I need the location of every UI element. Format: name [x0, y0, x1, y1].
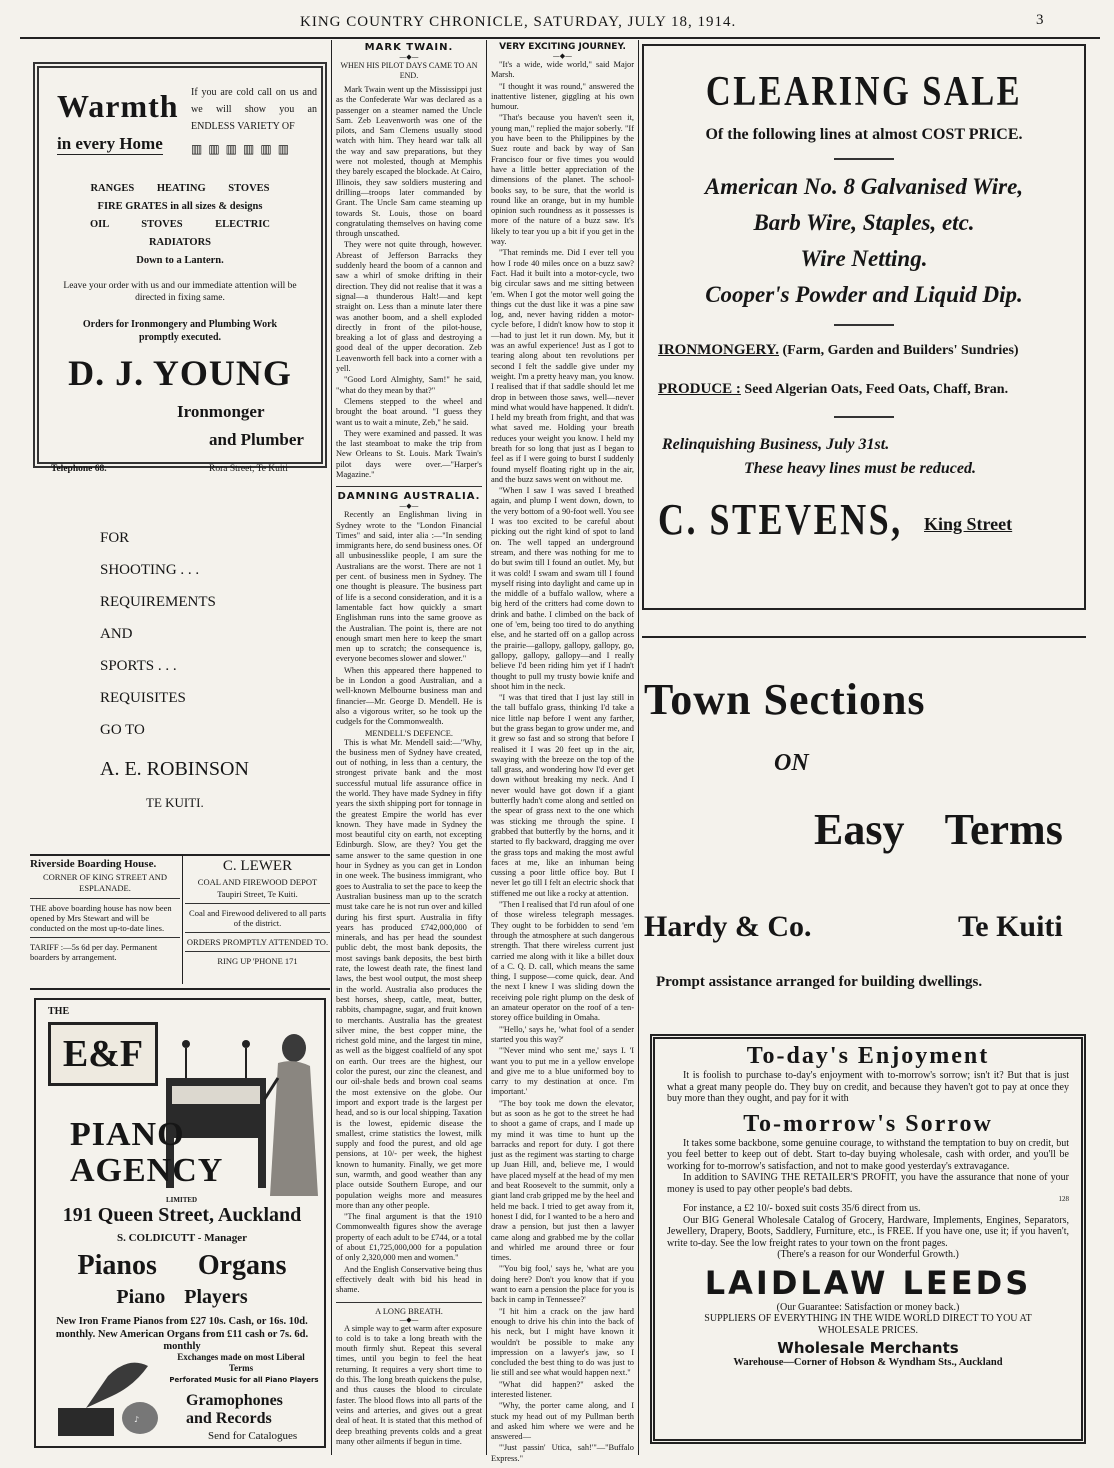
- hardy-prompt: Prompt assistance arranged for building dwellings.: [656, 974, 983, 990]
- journey-headline: VERY EXCITING JOURNEY.: [499, 42, 626, 52]
- robinson-line: GO TO: [100, 722, 145, 738]
- young-advert: [33, 62, 327, 474]
- riverside-title: Riverside Boarding House.: [30, 858, 157, 870]
- lewer-advert: [185, 858, 330, 986]
- robinson-line: SPORTS . . .: [100, 658, 177, 674]
- section-rule: [30, 854, 330, 856]
- article-para: Clemens stepped to the wheel and brought the boat around. "I guess they want us to wait a minute, Zeb," he said.: [336, 396, 482, 427]
- robinson-town: TE KUITI.: [146, 795, 204, 810]
- article-para: "When I saw I was saved I breathed again, and plump I went down, down, to the very bottom of a 90-foot well. You see I was too excited to be careful about picking out the right kind of spot to land on. The well tapped an underground stream, and there was nothing for me to do but swim till I found an outlet. My, but it was cold! I swam and swam till I found myself rising into daylight and came up in the middle of a buffalo wallow, where a big herd of the critters had come down to drink and bathe. I climbed on the back of one of 'em, being too tired to do anything else, and he started off on a gallop across the prairie—gallopy, gallopy, gallopy, go, gallopy, gallopy, gallopy—and I really believe I'd been riding him yet if I hadn't thought to pull my trusty bowie knife and shoot him in the neck.: [491, 486, 634, 691]
- laidlaw-suppliers: SUPPLIERS OF EVERYTHING IN THE WIDE WORLD DIRECT TO YOU AT WHOLESALE PRICES.: [704, 1313, 1032, 1336]
- orders-work: Orders for Ironmongery and Plumbing Work promptly executed.: [82, 319, 278, 343]
- svg-text:♪: ♪: [134, 1415, 140, 1424]
- piano-manager: S. COLDICUTT - Manager: [117, 1232, 247, 1244]
- article-para: "The boy took me down the elevator, but as soon as he got to the street he had to shoot a game of craps, and I made up my mind it was time to hunt up the barracks and report for duty. I got there just as the regiment was starting to charge up Juan Hill, and, believe me, I would have placed myself at the head of my men and beat Roosevelt to the summit, only a giant land crab gripped me by the heel and held me back. I tried to get away from it, honest I did, for I wanted to be a hero and draw a pension, but just then a lawyer came along and grabbed me by the collar and whirled me around three or four times.: [491, 1098, 634, 1263]
- stevens-street: King Street: [924, 514, 1013, 534]
- laidlaw-para: For instance, a £2 10/- boxed suit costs 35/6 direct from us.: [683, 1203, 921, 1214]
- article-para: "What did happen?" asked the interested listener.: [491, 1379, 634, 1399]
- young-role-1: Ironmonger: [177, 402, 265, 421]
- lewer-orders: ORDERS PROMPTLY ATTENDED TO.: [186, 937, 329, 947]
- page-number: 3: [1036, 12, 1044, 28]
- piano-players: Piano Players: [116, 1286, 248, 1308]
- riverside-tariff: TARIFF :—5s 6d per day. Permanent boarders by arrangement.: [30, 942, 158, 962]
- article-para: Mark Twain went up the Mississippi just as the Confederate War was declared as a passenger on a steamer named the Uncle Sam. Zeb Leavenworth was one of the pilots, and Sam Clemens usually stood watch with him. They heard war talk all the way and saw preparations, but they were not molested, though at Memphis they barely escaped the blockade. At Cairo, Illinois, they saw soldiers mustering and drilling—troops later commanded by Grant. The Uncle Sam came steaming up towards St. Louis, those on board congratulating themselves on having come through unscathed.: [336, 85, 482, 239]
- pianos-organs: Pianos Organs: [77, 1250, 287, 1281]
- piano-catalogues: Send for Catalogues: [208, 1430, 298, 1442]
- hardy-town: Te Kuiti: [958, 910, 1063, 943]
- town-sections: Town Sections: [644, 675, 926, 724]
- enjoyment-heading: To-day's Enjoyment: [746, 1043, 990, 1069]
- defence-subhead: MENDELL'S DEFENCE.: [364, 728, 454, 738]
- piano-the: THE: [48, 1006, 70, 1017]
- column-rule: [638, 40, 639, 1455]
- piano-title: PIANO: [70, 1116, 185, 1153]
- laidlaw-reason: (There's a reason for our Wonderful Growth.): [777, 1249, 959, 1260]
- must-be-reduced: These heavy lines must be reduced.: [744, 460, 976, 477]
- article-para: "It's a wide, wide world," said Major Marsh.: [491, 60, 634, 80]
- article-para: "Good Lord Almighty, Sam!" he said, "what do they mean by that?": [336, 375, 482, 395]
- wire-line-1: American No. 8 Galvanised Wire,: [704, 174, 1024, 199]
- laidlaw-para: It is foolish to purchase to-day's enjoyment with to-morrow's sorrow; isn't it? But that is just what a great many people do. They buy on credit, and because they haven't got to pay at once they buy more than they ought, and pay for it with: [667, 1070, 1069, 1104]
- damning-headline: DAMNING AUSTRALIA.: [337, 491, 481, 503]
- young-intro: If you are cold call on us and we will show you an ENDLESS VARIETY OF: [191, 87, 317, 132]
- column-rule: [182, 856, 183, 984]
- produce-label: PRODUCE :: [658, 381, 741, 397]
- robinson-line: REQUIREMENTS: [100, 594, 216, 610]
- wire-line-4: Cooper's Powder and Liquid Dip.: [705, 282, 1023, 307]
- clearing-sale: CLEARING SALE: [705, 69, 1023, 115]
- piano-logo: E&F: [48, 1022, 158, 1086]
- piano-street: 191 Queen Street, Auckland: [62, 1204, 302, 1226]
- laidlaw-wholesale: Wholesale Merchants: [777, 1339, 959, 1357]
- laidlaw-code: 128: [1058, 1195, 1069, 1203]
- produce-text: Seed Algerian Oats, Feed Oats, Chaff, Bran.: [744, 382, 1009, 397]
- agency-title: AGENCY: [70, 1152, 224, 1189]
- laidlaw-name: LAIDLAW LEEDS: [704, 1264, 1032, 1302]
- mark-twain-headline: MARK TWAIN.: [364, 42, 454, 53]
- stevens-name: C. STEVENS,: [658, 495, 903, 544]
- article-para: They were not quite through, however. Abreast of Jefferson Barracks they suddenly heard the boom of a cannon and saw a whirl of smoke drifting in their direction. They did not realise that it was a signal—a thunderous Halt!—and kept straight on. Less than a minute later there was another boom, and a shell exploded directly in front of the pilot-house, breaking a lot of glass and destroying a good deal of the upper decoration. Zeb Leavenworth fell back into a corner with a yell.: [336, 240, 482, 374]
- stove-icons: ▥▥▥▥▥▥: [191, 142, 296, 156]
- lewer-depot: COAL AND FIREWOOD DEPOT: [197, 877, 318, 887]
- article-para: A simple way to get warm after exposure to cold is to take a long breath with the mouth firmly shut. Repeat this several times, until you begin to feel the heat returning. It requires a very short time to do this. The long breath quickens the pulse, and thus causes the blood to circulate faster. The blood flows into all parts of the veins and arteries, and gives out a great deal of heat. It is stated that this method of deep breathing prevents colds and a great many other ailments if begun in time.: [336, 1323, 482, 1446]
- warmth-heading: Warmth: [57, 88, 179, 124]
- following-lines: Of the following lines at almost COST PRICE.: [705, 126, 1023, 143]
- column-two: MARK TWAIN. —◆— WHEN HIS PILOT DAYS CAME TO AN END. Mark Twain went up the Mississippi just as the Confederate War was declared as a passenger on a steamer named the Uncle Sam. Zeb Leavenworth was one of the pilots, and Sam Clemens usually stood watch with him. They heard war talk all the way and saw preparations, but they were not molested, though at Memphis they barely escaped the blockade. At Cairo, Illinois, they saw soldiers mustering and drilling—troops later commanded by Grant. The Uncle Sam came steaming up towards St. Louis, those on board congratulating themselves on having come through unscathed. They were not quite through, however. Abreast of Jefferson Barracks they suddenly heard the boom of a cannon and saw a whirl of smoke drifting in their direction. They did not realise that it was a signal—a thunderous Halt!—and kept straight on. Less than a minute later there was another boom, and a shell exploded directly in front of the pilot-house, breaking a lot of glass and destroying a good deal of the upper decoration. Zeb Leavenworth fell back into a corner with a yell. "Good Lord Almighty, Sam!" he said, "what do they mean by that?" Clemens stepped to the wheel and brought the boat around. "I guess they want us to wait a minute, Zeb," he said. They were examined and passed. It was the last steamboat to make the trip from New Orleans to St. Louis. Mark Twain's pilot days were over.—"Harper's Magazine." DAMNING AUSTRALIA. —◆— Recently an Englishman living in Sydney wrote to the "London Financial Times" and said, inter alia :—"In sending immigrants here, do send business ones. Of all unbusinesslike people, I am sure the Australians are the worst. There are not 1 per cent. of business men in Sydney. The one thought is pleasure. The business part of life is a second consideration, and it is a lamentable fact how quickly a smart Englishman runs into the same groove as the Australian. The point is, there are not enough smart men here to keep the smart men up to scratch; the consequence is, everyone becomes slower and slower." When this appeared there happened to be in London a good Australian, and a well-known Melbourne business man and financier—Mr. George D. Mendell. He is also a vigorous writer, so he took up the cudgels for the Commonwealth. MENDELL'S DEFENCE. This is what Mr. Mendell said:—"Why, the business men of Sydney have created, out of nothing, in less than a century, the strongest private bank and the most successful mutual life assurance office in the world. They have made Sydney in fifty years the sixth shipping port for tonnage in the greatest Empire the world has ever known. They have made in Sydney the most beautiful city on earth, not excepting Edinburgh. Slow, are they? You get the same answer to the same question in one hour in Sydney as you can get in London in one week. The business immigrant, who goes to Australia to set the pace to keep the Australian business man up to the scratch must take care he is not run over and killed during his first spurt. Australia in fifty years has produced £742,000,000 of minerals, and has per head the soundest public debt, the most bank deposits, the most savings bank deposits, the best birth rate, the lowest death rate, the finest land laws, the best wool output, the most sheep in the world. Australia also produces the best horses, sheep, cattle, meat, butter, rabbits, champagne, sugar, and fruit known to merchants. Australia has the greatest silver mine, the best copper mine, the richest gold mine, and the largest tin mine, as well as the biggest coalfield of any spot on earth. Our trees are the highest, our color the purest, our zinc the cleanest, and our oil-shale beds and brown coal seams the most extensive on the globe. Our import and export trade is the largest per head, and so is our local shipping. Taxation is the lowest, epidemic disease the smallest, crime statistics the lowest, milk supply and food the purest, and old age pensions, at 10/- per week, the highest known to humanity. Finally, we get more sun, warmth, and good weather than any place outside Southern Europe, and our population weighs more and measures more than any other people. "The final argument is that the 1910 Commonwealth figures show the average property of each adult to be £744, or a total of about £1,725,000,000 for a population of only 2,320,000 men and women." And the English Conservative being thus effectively dealt with bid his head in shame. A LONG BREATH. —◆— A simple way to get warm after exposure to cold is to take a long breath with the mouth firmly shut. Repeat this several times, until you begin to feel the heat returning. It requires a very short time to do this. The long breath quickens the pulse, and thus causes the blood to circulate faster. The blood flows into all parts of the veins and arteries, and gives out a great deal of heat. It is stated that this method of deep breathing prevents colds and a great many other ailments if begun in time.: [336, 42, 482, 1446]
- long-breath-headline: A LONG BREATH.: [375, 1306, 443, 1316]
- easy-terms: Easy Terms: [814, 805, 1063, 854]
- article-para: "I was that tired that I just lay still in the tall buffalo grass, thinking I'd take a nice little nap before I went any farther, but the grass began to grow under me, and it grew so fast and so strong that before I realised it I was 20 feet up in the air, swaying with the breeze on the top of the tall grass, and wondering how I'd ever get down without breaking my neck. And I never would have got down if a giant butterfly hadn't come along and settled on the spear of grass next to the one which was sticking me through the spine. I grabbed that butterfly by the horns, and it started to fly backward, dragging me over the grass tops and making the most awful faces at me, like an inhuman being cussing a poor little office boy. But I never let go till I felt an electric shock that stiffened me out like a rocky at attention.: [491, 693, 634, 898]
- article-para: "'Hello,' says he, 'what fool of a sender started you this way?': [491, 1024, 634, 1044]
- article-para: Recently an Englishman living in Sydney wrote to the "London Financial Times" and said, inter alia :—"In sending immigrants here, do send business ones. Of all unbusinesslike people, I am sure the Australians are the worst. There are not 1 per cent. of business men in Sydney. The one thought is pleasure. The business part of life is a second consideration, and it is a lamentable fact how quickly a smart Englishman runs into the same groove as the Australian. The point is, there are not enough smart men here to keep the smart men up to scratch; the consequence is, everyone becomes slower and slower.": [336, 510, 482, 664]
- robinson-line: AND: [100, 626, 133, 642]
- column-rule: [486, 40, 487, 1455]
- piano-music: Perforated Music for all Piano Players: [169, 1376, 319, 1384]
- items-line-4: Down to a Lantern.: [136, 255, 224, 266]
- in-every-home: in every Home: [57, 134, 163, 153]
- column-three: VERY EXCITING JOURNEY. —◆— "It's a wide, wide world," said Major Marsh. "I thought it was round," answered the inattentive listener, giggling at his own humour. "That's because you haven't seen it, young man," replied the major soberly. "If you have been to the Philippines by the Suez route and back by way of San Francisco four or five times you would have a little better appreciation of the dimensions of the planet. The school-books say, to be sure, that the world is round like an orange, but in my humble opinion such roundness as it possesses is more of the nature of a buzz saw. It's likely to tear you up a bit if you get in the way. "That reminds me. Did I ever tell you how I rode 40 miles once on a buzz saw? Fact. Had it built into a motor-cycle, two big circular saws and me sitting between 'em. When I got the motor well going the things cut the dust like it was a pine saw log, and, never having ridden a motor-cycle before, I didn't know how to stop it—had to just let it run down. My, but it was an awful experience! Just as I got to tearing along about ten revolutions per second I felt the saddle give under my weight. I'm a pretty heavy man, you know. I realised that if that saddle should let me drop in between those saws, well—never mind what would have happened. It didn't. I held my breath from fright, and that was what saved me. Holding your breath reduces your weight you know. I held my breath for so long that just as I began to feel as if I were going to burst I suddenly found myself floating right up in the air, and the buzz saws went on without me. "When I saw I was saved I breathed again, and plump I went down, down, to the very bottom of a 90-foot well. You see I was too excited to be careful about picking out the right kind of spot to land on. The well tapped an underground stream, and there was nothing for me to do but swim till I found an outlet. My, but it was cold! I swam and swam till I found myself rising into daylight and came up in the middle of a buffalo wallow, where a big herd of the critters had come down to drink and bathe. I climbed on the back of one of 'em, being too tired to do anything else, and he started off on a gallop across the prairie—gallopy, gallopy, gallopy, go, gallopy, gallopy, gallopy—and I really believe I'd been riding him yet if I hadn't thought to pull my trusty bowie knife and shoot him in the neck. "I was that tired that I just lay still in the tall buffalo grass, thinking I'd take a nice little nap before I went any farther, but the grass began to grow under me, and it grew so fast and so strong that before I realised it I was 20 feet up in the air, swaying with the breeze on the top of the tall grass, and wondering how I'd ever get down without breaking my neck. And I never would have got down if a giant butterfly hadn't come along and settled on the spear of grass next to the one which was sticking me through the spine. I grabbed that butterfly by the horns, and it started to fly backward, dragging me over the grass tops and making the most awful faces at me, like an inhuman being cussing a poor little office boy. But I never let go till I felt an electric shock that stiffened me out like a rocky at attention. "Then I realised that I'd run afoul of one of those wireless telegraph messages. They ought to be forbidden to send 'em through the atmosphere at such dangerous strength. That there wireless current just carried me along with it like a billet doux of a C. Q. D. call, which means the same thing, I suppose—come quick, dear. And the next I knew I was sliding down the receiving pole right plump on the desk of an amateur operator on the roof of a ten-storey office building in Omaha. "'Hello,' says he, 'what fool of a sender started you this way?' "'Never mind who sent me,' says I. 'I want you to put me in a yellow envelope and give me to a blue uniformed boy to carry to my destination at once. I'm important.' "The boy took me down the elevator, but as soon as he got to the street he had to shoot a game of craps, and I made up my mind it was time to hunt up the barracks and report for duty. I got there just as the regiment was starting to charge up Juan Hill, and, believe me, I would have placed myself at the head of my men and beat Roosevelt to the summit, only a giant land crab gripped me by the heel and held me back. I tried to get away from it, honest I did, for I wanted to be a hero and draw a pension, but just then a lawyer came along and grabbed me by the collar and whirled me around three or four times. "'You big fool,' says he, 'what are you doing here? Don't you know that if you want to earn a pension the place for you is back in camp in Tennessee?' "I hit him a crack on the jaw hard enough to drive his chin into the back of his neck, but I might have known it wouldn't be possible to make any impression on a lawyer's jaw, so I concluded the best thing to do was just to lie still and see what would happen next." "What did happen?" asked the interested listener. "Why, the porter came along, and I stuck my head out of my Pullman berth and asked him where we were and he answered— "'Just passin' Utica, sah!'"—"Buffalo Express.": [491, 42, 634, 1463]
- lewer-street: Taupiri Street, Te Kuiti.: [217, 889, 298, 899]
- article-para: "That reminds me. Did I ever tell you how I rode 40 miles once on a buzz saw? Fact. Had it built into a motor-cycle, two big circular saws and me sitting between 'em. When I got the motor well going the things cut the dust like it was a pine saw log, and, never having ridden a motor-cycle before, I didn't know how to stop it—had to just let it run down. My, but it was an awful experience! Just as I got to tearing along about ten revolutions per second I felt the saddle give under my weight. I'm a pretty heavy man, you know. I realised that if that saddle should let me drop in between those saws, well—never mind what would have happened. It didn't. I held my breath from fright, and that was what saved me. Holding your breath reduces your weight you know. I held my breath for so long that just as I began to feel as if I were going to burst I suddenly found myself floating right up in the air, and the buzz saws went on without me.: [491, 248, 634, 484]
- wire-line-3: Wire Netting.: [800, 246, 928, 271]
- robinson-advert: [100, 530, 330, 840]
- article-para: And the English Conservative being thus effectively dealt with bid his head in shame.: [336, 1264, 482, 1295]
- article-para: "I hit him a crack on the jaw hard enough to drive his chin into the back of his neck, but I might have known it wouldn't be possible to make any impression on a lawyer's jaw, so I concluded the best thing to do was just to lie still and see what would happen next.": [491, 1306, 634, 1378]
- mark-twain-subhead: WHEN HIS PILOT DAYS CAME TO AN END.: [340, 61, 478, 80]
- laidlaw-para: It takes some backbone, some genuine courage, to withstand the temptation to buy on credit, but you feel better to keep out of debt. Start to-day buying wholesale, cash with order, and you'll be working for to-morrow's satisfaction, and not to make good yesterday's extravagance.: [667, 1137, 1069, 1172]
- lewer-phone: RING UP 'PHONE 171: [217, 956, 298, 966]
- laidlaw-guarantee: (Our Guarantee: Satisfaction or money back.): [776, 1302, 960, 1313]
- article-para: "'Never mind who sent me,' says I. 'I want you to put me in a yellow envelope and give me to a blue uniformed boy to carry to my destination at once. I'm important.': [491, 1046, 634, 1097]
- article-para: "The final argument is that the 1910 Commonwealth figures show the average property of each adult to be £744, or a total of about £1,725,000,000 for a population of only 2,320,000 men and women.": [336, 1212, 482, 1263]
- column-rule: [331, 40, 332, 1455]
- masthead: [0, 0, 1114, 38]
- ironmongery-text: (Farm, Garden and Builders' Sundries): [782, 343, 1019, 358]
- article-para: "'You big fool,' says he, 'what are you doing here? Don't you know that if you want to earn a pension the place for you is back in camp in Tennessee?': [491, 1264, 634, 1305]
- article-para: "Then I realised that I'd run afoul of one of those wireless telegraph messages. They ought to be forbidden to send 'em through the atmosphere at such dangerous strength. That there wireless current just carried me along with it like a billet doux of a C. Q. D. call, which means the same thing, I suppose—come quick, dear. And the next I knew I was sliding down the receiving pole right plump on the desk of an amateur operator on the roof of a ten-storey office building in Omaha.: [491, 900, 634, 1023]
- article-para: "Why, the porter came along, and I stuck my head out of my Pullman berth and asked him where we were and he answered—: [491, 1401, 634, 1442]
- order-text: Leave your order with us and our immediate attention will be directed in fixing same.: [63, 281, 297, 303]
- piano-offer: New Iron Frame Pianos from £27 10s. Cash, or 16s. 10d. monthly. New American Organs from £11 cash or 7s. 6d. monthly: [55, 1316, 309, 1352]
- article-para: "I thought it was round," answered the inattentive listener, giggling at his own humour.: [491, 81, 634, 112]
- laidlaw-para: In addition to SAVING THE RETAILER'S PROFIT, you have the assurance that none of your money is used to pay other people's bad debts.: [667, 1172, 1069, 1195]
- laidlaw-para: Our BIG General Wholesale Catalog of Grocery, Hardware, Implements, Engines, Separators, Jewellery, Drapery, Boots, Saddlery, Furniture, etc., is FREE. If you have one, use it; if you haven't, write to-day. See the low freight rates to your town on the front pages.: [667, 1214, 1069, 1249]
- young-name: D. J. YOUNG: [68, 353, 292, 393]
- items-line-1: RANGES HEATING STOVES: [90, 183, 270, 194]
- article-para: "That's because you haven't seen it, young man," replied the major soberly. "If you have been to the Philippines by the Suez route and back by way of San Francisco four or five times you would have a little better appreciation of the dimensions of the planet. The school-books say, to be sure, that the world is round like an orange, but in my humble opinion such roundness as it possesses is more of the nature of a buzz saw. It's likely to tear you up a bit if you get in the way.: [491, 113, 634, 247]
- robinson-line: FOR: [100, 530, 130, 546]
- lewer-name: C. LEWER: [222, 858, 293, 874]
- wire-line-2: Barb Wire, Staples, etc.: [753, 210, 975, 235]
- young-role-2: and Plumber: [209, 430, 304, 449]
- piano-gramophones: Gramophones and Records: [186, 1392, 283, 1427]
- masthead-rule: [20, 37, 1100, 39]
- hardy-firm: Hardy & Co.: [644, 910, 812, 943]
- hardy-on: ON: [774, 750, 809, 776]
- riverside-corner: CORNER OF KING STREET AND ESPLANADE.: [42, 872, 168, 893]
- piano-exchanges: Exchanges made on most Liberal Terms: [177, 1352, 305, 1373]
- article-para: When this appeared there happened to be in London a good Australian, and a well-known Melbourne business man and financier—Mr. George D. Mendell. He is also a vigorous writer, so he took up the cudgels for the Commonwealth.: [336, 665, 482, 727]
- section-rule: [30, 988, 330, 990]
- masthead-title: KING COUNTRY CHRONICLE, SATURDAY, JULY 18, 1914.: [300, 14, 737, 30]
- items-line-2: FIRE GRATES in all sizes & designs: [97, 201, 263, 212]
- section-rule: [642, 636, 1086, 638]
- relinquishing: Relinquishing Business, July 31st.: [662, 436, 890, 453]
- robinson-name: A. E. ROBINSON: [100, 758, 249, 780]
- article-para: "'Just passin' Utica, sah!'"—"Buffalo Express.": [491, 1443, 634, 1463]
- ironmongery-label: IRONMONGERY.: [658, 342, 780, 358]
- laidlaw-advert: [650, 1034, 1086, 1444]
- riverside-advert: [30, 858, 180, 986]
- young-address: Rora Street, Te Kuiti: [209, 464, 288, 474]
- riverside-body: THE above boarding house has now been opened by Mrs Stewart and will be conducted on the most up-to-date lines.: [30, 903, 172, 933]
- robinson-line: REQUISITES: [100, 690, 186, 706]
- laidlaw-warehouse: Warehouse—Corner of Hobson & Wyndham Sts., Auckland: [733, 1357, 1003, 1368]
- piano-limited: LIMITED: [166, 1196, 198, 1204]
- stevens-advert: [642, 44, 1086, 610]
- items-line-3: OIL STOVES ELECTRIC RADIATORS: [89, 219, 271, 248]
- piano-advert: [34, 998, 326, 1448]
- robinson-line: SHOOTING . . .: [100, 562, 200, 578]
- hardy-advert: [642, 640, 1086, 1020]
- young-telephone: Telephone 68.: [51, 464, 107, 474]
- gramophone-icon: [48, 1356, 168, 1442]
- lewer-delivered: Coal and Firewood delivered to all parts of the district.: [189, 908, 326, 928]
- article-para: They were examined and passed. It was the last steamboat to make the trip from New Orleans to St. Louis. Mark Twain's pilot days were over.—"Harper's Magazine.": [336, 428, 482, 479]
- article-para: This is what Mr. Mendell said:—"Why, the business men of Sydney have created, out of nothing, in less than a century, the strongest private bank and the most successful mutual life assurance office in the world. They have made Sydney in fifty years the sixth shipping port for tonnage in the greatest Empire the world has ever known. They have made in Sydney the most beautiful city on earth, not excepting Edinburgh. Slow, are they? You get the same answer to the same question in one hour in Sydney as you can get in London in one week. The business immigrant, who goes to Australia to set the pace to keep the Australian business man up to the scratch must take care he is not run over and killed during his first spurt. Australia in fifty years has produced £742,000,000 of minerals, and has per head the soundest public debt, the most bank deposits, the most savings bank deposits, the best birth rate, the lowest death rate, the finest land laws, the best wool output, the most sheep in the world. Australia also produces the best horses, sheep, cattle, meat, butter, rabbits, champagne, sugar, and fruit known to merchants. Australia has the greatest silver mine, the best copper mine, the richest gold mine, and the largest tin mine, as well as the biggest coalfield of any spot on earth. Our trees are the highest, our color the purest, our zinc the cleanest, and our oil-shale beds and brown coal seams the most extensive on the globe. Our import and export trade is the largest per head, and so is our local shipping. Taxation is the lowest, epidemic disease the smallest, crime statistics the lowest, milk supply and food the purest, and old age pensions, at 10/- per week, the highest known to humanity. Finally, we get more sun, warmth, and good weather than any place outside Southern Europe, and our population weighs more and measures more than any other people.: [336, 737, 482, 1210]
- sorrow-heading: To-morrow's Sorrow: [743, 1110, 993, 1137]
